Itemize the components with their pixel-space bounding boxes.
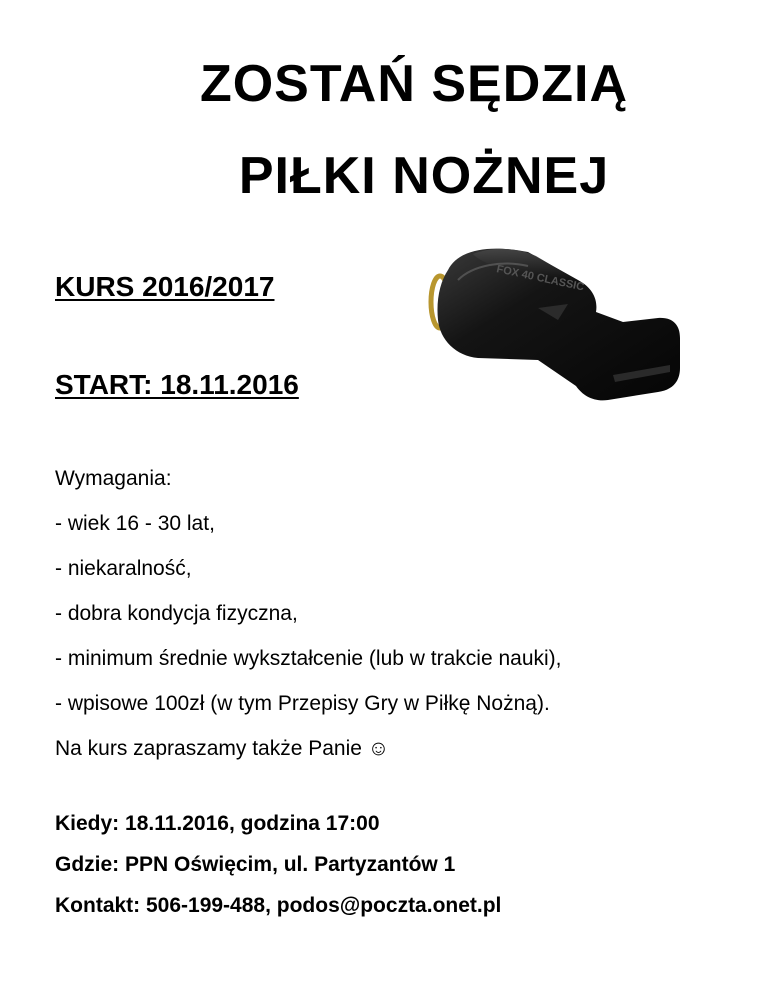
requirements-section [55,468,735,783]
whistle-brand-text: FOX 40 CLASSIC [495,263,586,294]
invitation-text: Na kurs zapraszamy także Panie ☺ [55,737,390,760]
whistle-icon [418,240,693,415]
requirements-heading: Wymagania: [55,467,172,490]
where-text: Gdzie: PPN Oświęcim, ul. Partyzantów 1 [55,853,456,876]
when-text: Kiedy: 18.11.2016, godzina 17:00 [55,812,380,835]
requirement-item: - wpisowe 100zł (w tym Przepisy Gry w Piłkę Nożną). [55,692,550,715]
title-line-1: ZOSTAŃ SĘDZIĄ [199,55,629,113]
requirement-item: - minimum średnie wykształcenie (lub w trakcie nauki), [55,647,562,670]
requirement-item: - niekaralność, [55,557,192,580]
requirement-item: - dobra kondycja fizyczna, [55,602,298,625]
details-section [55,813,735,936]
course-label: KURS 2016/2017 [55,271,275,302]
start-label: START: 18.11.2016 [55,369,299,400]
requirement-item: - wiek 16 - 30 lat, [55,512,215,535]
contact-text: Kontakt: 506-199-488, podos@poczta.onet.pl [55,894,502,917]
title-line-2: PIŁKI NOŻNEJ [238,147,610,205]
